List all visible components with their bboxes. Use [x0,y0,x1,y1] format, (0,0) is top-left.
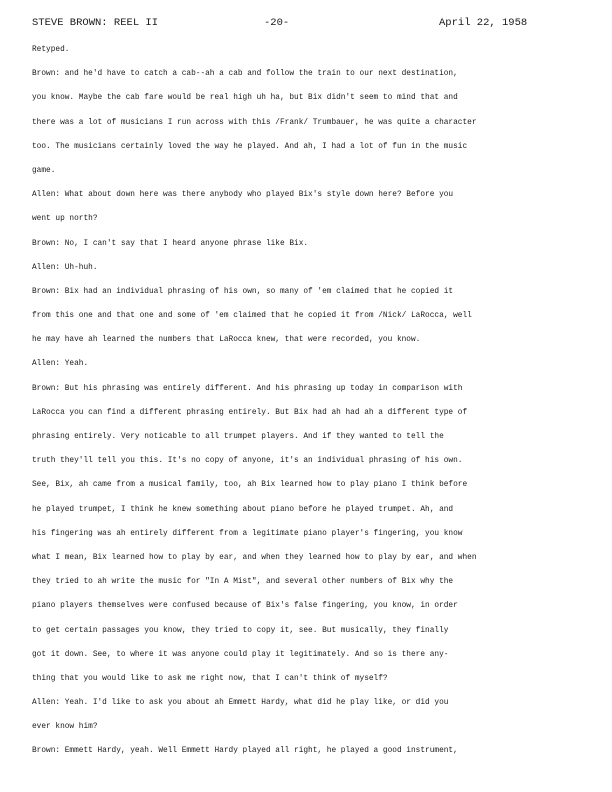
transcript-body [32,43,610,769]
interview-date: April 22, 1958 [439,17,528,29]
page-number: -20- [264,17,290,29]
transcript-line: you know. Maybe the cab fare would be real high uh ha, but Bix didn't seem to mind that and [32,94,458,103]
transcript-line: ever know him? [32,723,98,732]
transcript-line: Allen: Yeah. I'd like to ask you about ah Emmett Hardy, what did he play like, or did you [32,699,449,708]
transcript-line: thing that you would like to ask me right now, that I can't think of myself? [32,674,388,683]
transcript-line: Retyped. [32,46,70,54]
transcript-line: piano players themselves were confused because of Bix's false fingering, you know, in order [32,602,458,611]
transcript-line: they tried to ah write the music for "In A Mist", and several other numbers of Bix why the [32,578,454,587]
transcript-line: went up north? [32,215,98,224]
transcript-line: Allen: What about down here was there anybody who played Bix's style down here? Before you [32,191,454,200]
transcript-line: truth they'll tell you this. It's no copy of anyone, it's an individual phrasing of his own. [32,457,463,466]
transcript-line: LaRocca you can find a different phrasing entirely. But Bix had ah had ah a different type of [32,408,468,417]
transcript-line: game. [32,166,56,175]
transcript-line: Brown: Bix had an individual phrasing of his own, so many of 'em claimed that he copied it [32,287,454,296]
page-header [32,17,598,33]
transcript-line: Allen: Yeah. [32,360,89,369]
transcript-line: See, Bix, ah came from a musical family, too, ah Bix learned how to play piano I think before [32,481,468,490]
transcript-line: Allen: Uh-huh. [32,263,98,272]
transcript-line: he may have ah learned the numbers that LaRocca knew, that were recorded, you know. [32,336,421,345]
transcript-line: phrasing entirely. Very noticable to all trumpet players. And if they wanted to tell the [32,433,444,441]
transcript-line: Brown: But his phrasing was entirely different. And his phrasing up today in comparison with [32,384,463,393]
transcript-line: Brown: Emmett Hardy, yeah. Well Emmett Hardy played all right, he played a good instrument, [32,747,458,756]
transcript-line: his fingering was ah entirely different from a legitimate piano player's fingering, you know [32,529,463,538]
transcript-line: what I mean, Bix learned how to play by ear, and when they learned how to play by ear, and when [32,553,477,562]
transcript-line: too. The musicians certainly loved the way he played. And ah, I had a lot of fun in the music [32,142,468,151]
transcript-line: Brown: and he'd have to catch a cab--ah a cab and follow the train to our next destination, [32,70,458,79]
transcript-line: there was a lot of musicians I run across with this /Frank/ Trumbauer, he was quite a character [32,118,477,127]
transcript-line: he played trumpet, I think he knew something about piano before he played trumpet. Ah, and [32,505,454,514]
transcript-line: to get certain passages you know, they tried to copy it, see. But musically, they finally [32,626,449,635]
reel-title: STEVE BROWN: REEL II [32,17,159,29]
transcript-line: got it down. See, to where it was anyone could play it legitimately. And so is there any- [32,650,449,659]
transcript-line: Brown: No, I can't say that I heard anyone phrase like Bix. [32,239,309,248]
transcript-line: from this one and that one and some of 'em claimed that he copied it from /Nick/ LaRocca, well [32,312,472,321]
